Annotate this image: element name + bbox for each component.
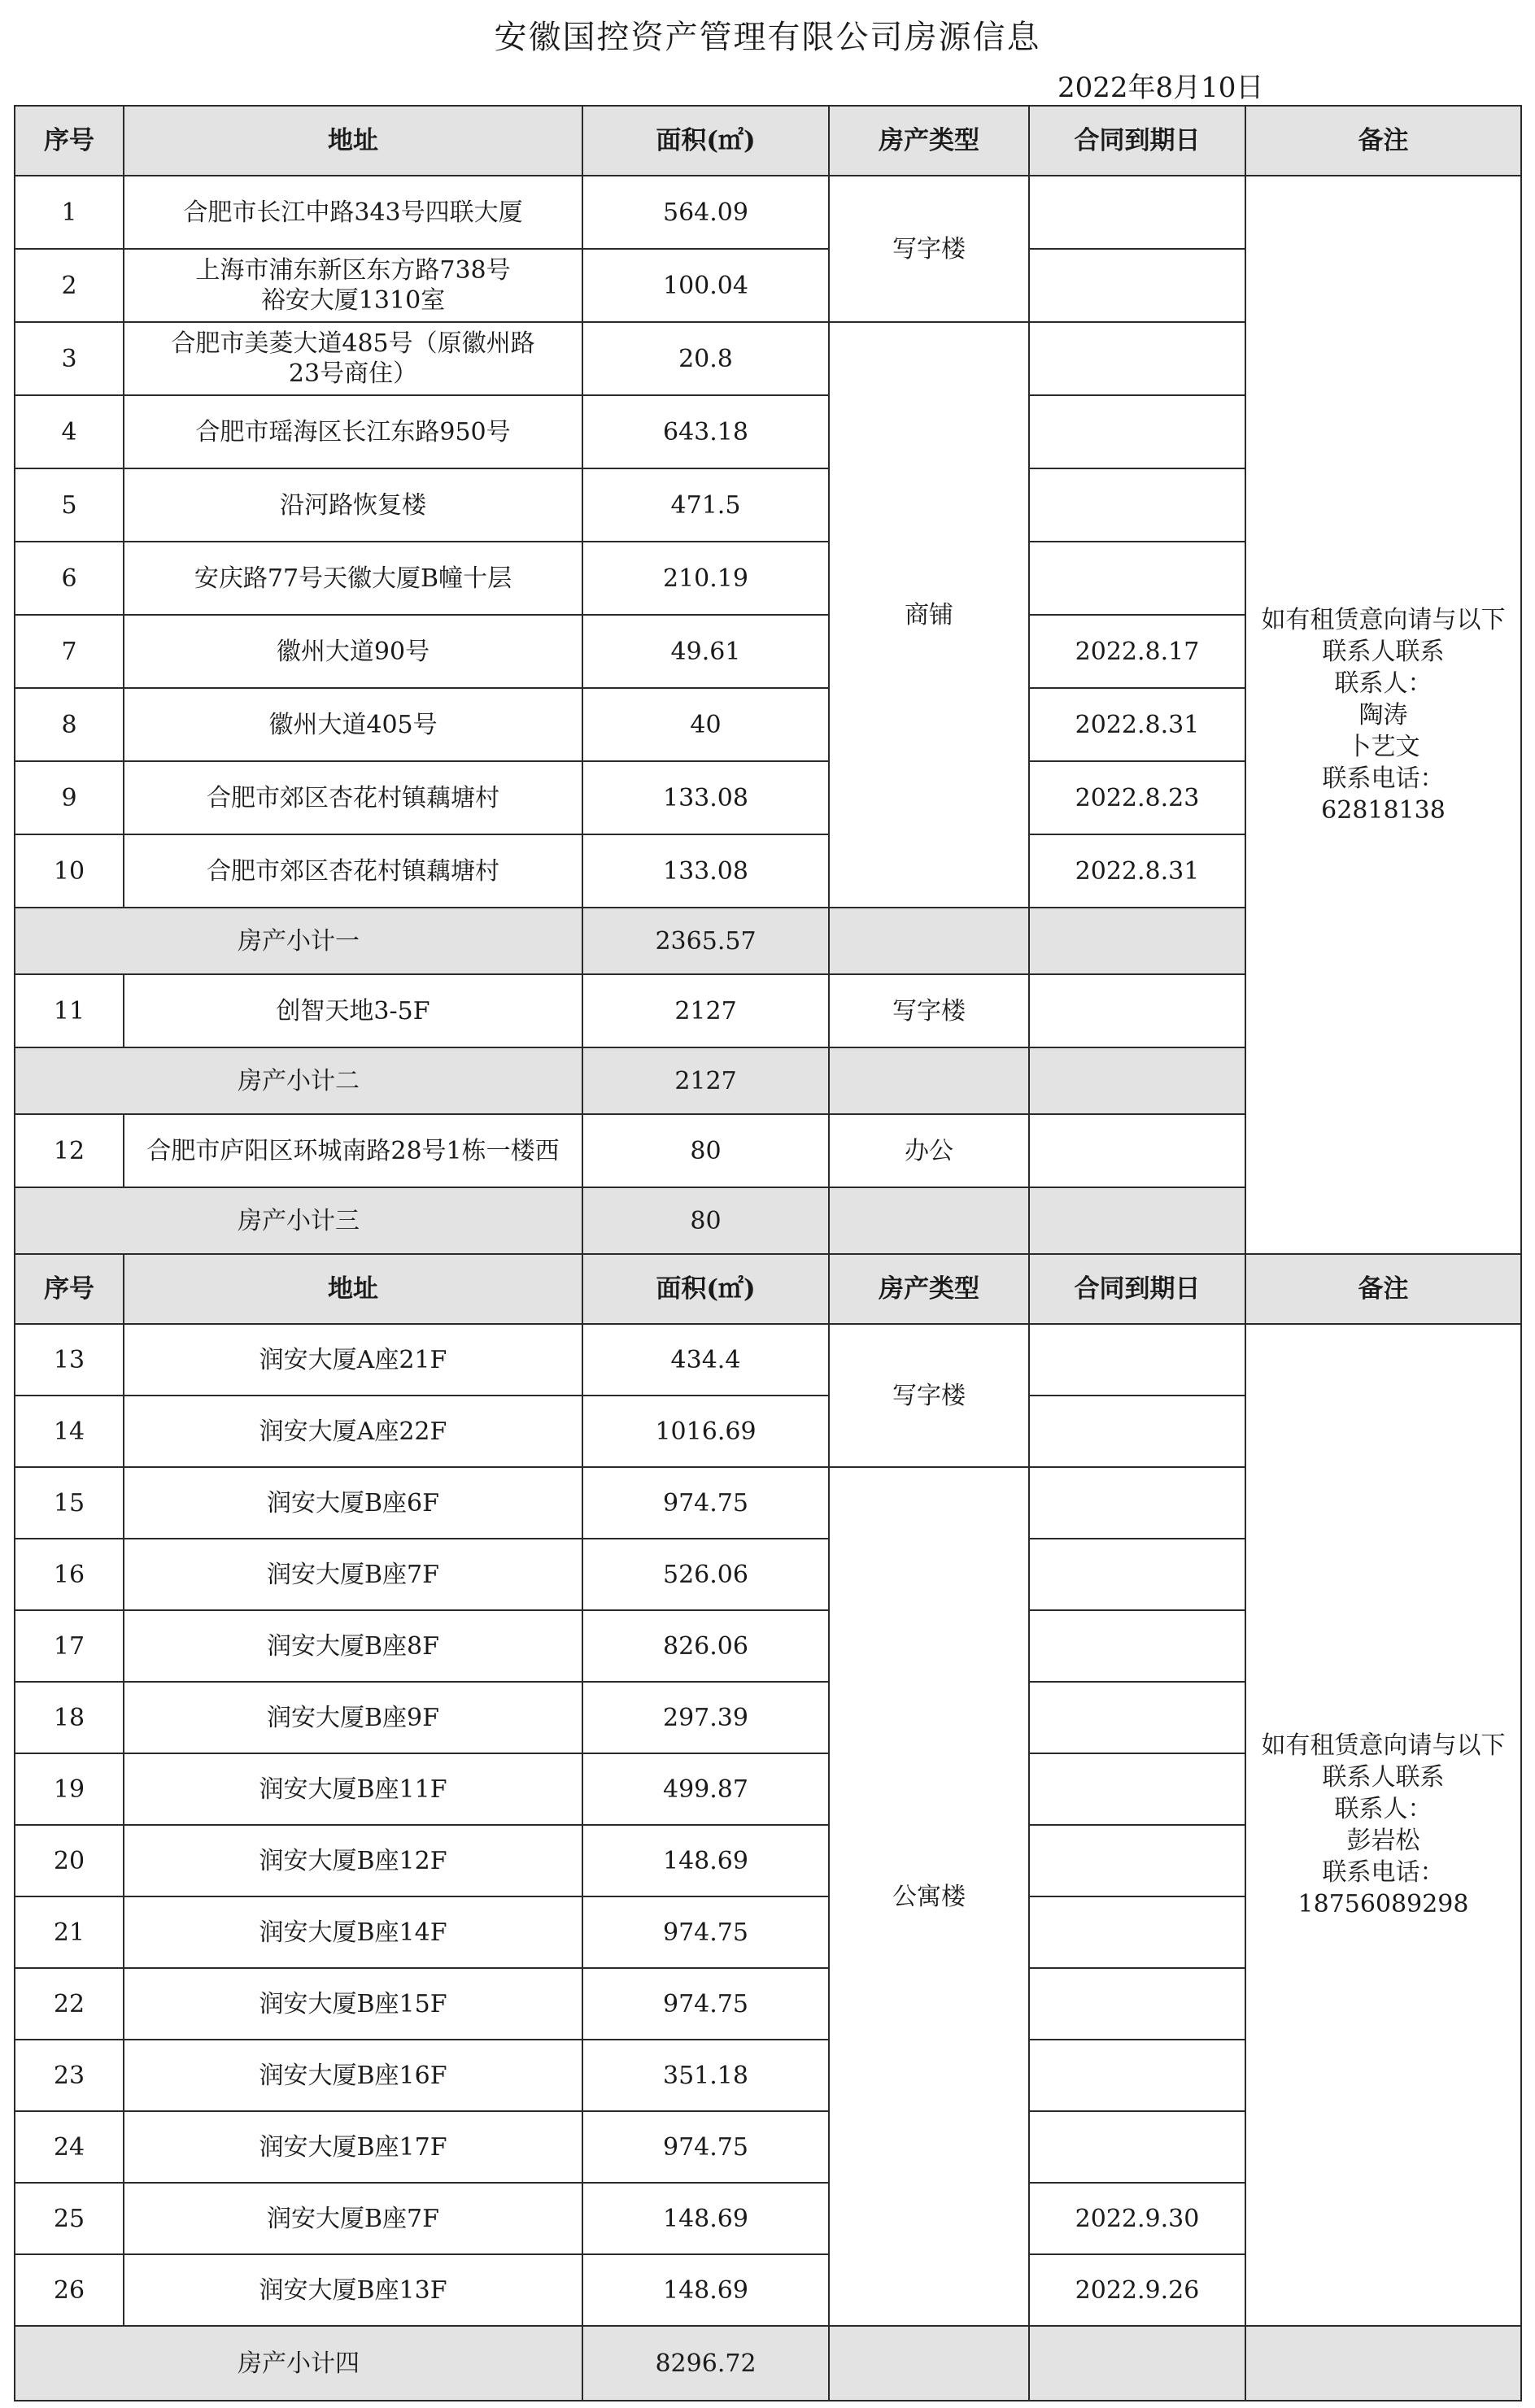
- row-address: 合肥市美菱大道485号（原徽州路 23号商住）: [124, 322, 582, 395]
- property-table: [14, 105, 1522, 2401]
- row-due: [1029, 322, 1245, 395]
- row-no: 10: [15, 834, 124, 908]
- row-due: 2022.8.23: [1029, 761, 1245, 834]
- row-no: 7: [15, 615, 124, 688]
- row-address: 徽州大道405号: [124, 688, 582, 761]
- row-due: 2022.9.30: [1029, 2183, 1245, 2254]
- row-no: 3: [15, 322, 124, 395]
- row-address: 润安大厦B座7F: [124, 1539, 582, 1610]
- row-area: 351.18: [582, 2040, 829, 2111]
- header-area: 面积(㎡): [582, 1254, 829, 1324]
- header-note: 备注: [1245, 106, 1521, 176]
- subtotal-label: 房产小计四: [15, 2326, 582, 2401]
- row-address: 润安大厦B座17F: [124, 2111, 582, 2183]
- row-type: 写字楼: [829, 176, 1029, 322]
- row-area: 100.04: [582, 249, 829, 322]
- row-area: 40: [582, 688, 829, 761]
- row-no: 1: [15, 176, 124, 249]
- row-address: 润安大厦B座15F: [124, 1968, 582, 2040]
- row-no: 9: [15, 761, 124, 834]
- row-address: 合肥市郊区杏花村镇藕塘村: [124, 834, 582, 908]
- row-type: 公寓楼: [829, 1467, 1029, 2326]
- header-type: 房产类型: [829, 106, 1029, 176]
- row-area: 974.75: [582, 1467, 829, 1539]
- row-type: 写字楼: [829, 974, 1029, 1047]
- row-due: [1029, 468, 1245, 542]
- row-area: 210.19: [582, 542, 829, 615]
- report-date: 2022年8月10日: [1057, 72, 1264, 104]
- row-area: 297.39: [582, 1682, 829, 1753]
- row-area: 499.87: [582, 1753, 829, 1825]
- row-no: 21: [15, 1896, 124, 1968]
- subtotal-type-empty: [829, 908, 1029, 974]
- subtotal-value: 2127: [582, 1047, 829, 1114]
- row-no: 19: [15, 1753, 124, 1825]
- row-address: 润安大厦B座16F: [124, 2040, 582, 2111]
- row-area: 526.06: [582, 1539, 829, 1610]
- subtotal-due-empty: [1029, 1187, 1245, 1254]
- row-no: 4: [15, 395, 124, 468]
- row-no: 12: [15, 1114, 124, 1187]
- contact-note: 如有租赁意向请与以下 联系人联系 联系人： 陶涛 卜艺文 联系电话： 62818138: [1245, 176, 1521, 1254]
- row-due: [1029, 1114, 1245, 1187]
- row-type: 写字楼: [829, 1324, 1029, 1467]
- row-area: 148.69: [582, 2254, 829, 2326]
- subtotal-type-empty: [829, 1047, 1029, 1114]
- subtotal-label: 房产小计一: [15, 908, 582, 974]
- row-type: 办公: [829, 1114, 1029, 1187]
- row-address: 合肥市郊区杏花村镇藕塘村: [124, 761, 582, 834]
- row-no: 14: [15, 1396, 124, 1467]
- header-address: 地址: [124, 1254, 582, 1324]
- row-due: [1029, 2111, 1245, 2183]
- row-due: [1029, 1968, 1245, 2040]
- header-address: 地址: [124, 106, 582, 176]
- header-area: 面积(㎡): [582, 106, 829, 176]
- table-row: [15, 1324, 1521, 1396]
- row-no: 25: [15, 2183, 124, 2254]
- row-no: 23: [15, 2040, 124, 2111]
- row-due: [1029, 176, 1245, 249]
- row-area: 133.08: [582, 761, 829, 834]
- header-row: [15, 106, 1521, 176]
- row-area: 1016.69: [582, 1396, 829, 1467]
- row-area: 974.75: [582, 2111, 829, 2183]
- row-address: 上海市浦东新区东方路738号 裕安大厦1310室: [124, 249, 582, 322]
- row-no: 15: [15, 1467, 124, 1539]
- page-title: 安徽国控资产管理有限公司房源信息: [494, 19, 1041, 56]
- subtotal-note-empty: [1245, 2326, 1521, 2401]
- row-area: 974.75: [582, 1968, 829, 2040]
- row-address: 润安大厦B座6F: [124, 1467, 582, 1539]
- contact-note: 如有租赁意向请与以下 联系人联系 联系人： 彭岩松 联系电话： 18756089298: [1245, 1324, 1521, 2326]
- header-due: 合同到期日: [1029, 1254, 1245, 1324]
- row-no: 22: [15, 1968, 124, 2040]
- row-address: 徽州大道90号: [124, 615, 582, 688]
- header-no: 序号: [15, 106, 124, 176]
- subtotal-value: 8296.72: [582, 2326, 829, 2401]
- table-row: [15, 176, 1521, 249]
- row-due: [1029, 1825, 1245, 1896]
- row-address: 润安大厦B座9F: [124, 1682, 582, 1753]
- row-due: [1029, 1539, 1245, 1610]
- row-no: 13: [15, 1324, 124, 1396]
- row-due: 2022.8.31: [1029, 834, 1245, 908]
- row-address: 创智天地3-5F: [124, 974, 582, 1047]
- row-no: 18: [15, 1682, 124, 1753]
- row-address: 润安大厦B座7F: [124, 2183, 582, 2254]
- row-no: 6: [15, 542, 124, 615]
- row-address: 润安大厦A座21F: [124, 1324, 582, 1396]
- row-area: 434.4: [582, 1324, 829, 1396]
- row-area: 49.61: [582, 615, 829, 688]
- row-area: 471.5: [582, 468, 829, 542]
- row-due: [1029, 1324, 1245, 1396]
- subtotal-label: 房产小计三: [15, 1187, 582, 1254]
- row-no: 24: [15, 2111, 124, 2183]
- header-row: [15, 1254, 1521, 1324]
- header-due: 合同到期日: [1029, 106, 1245, 176]
- row-no: 8: [15, 688, 124, 761]
- subtotal-type-empty: [829, 2326, 1029, 2401]
- row-area: 133.08: [582, 834, 829, 908]
- row-address: 润安大厦B座13F: [124, 2254, 582, 2326]
- row-area: 974.75: [582, 1896, 829, 1968]
- header-type: 房产类型: [829, 1254, 1029, 1324]
- row-address: 安庆路77号天徽大厦B幢十层: [124, 542, 582, 615]
- row-due: [1029, 395, 1245, 468]
- row-address: 沿河路恢复楼: [124, 468, 582, 542]
- subtotal-value: 2365.57: [582, 908, 829, 974]
- row-due: [1029, 2040, 1245, 2111]
- row-no: 17: [15, 1610, 124, 1682]
- row-area: 80: [582, 1114, 829, 1187]
- row-area: 564.09: [582, 176, 829, 249]
- header-no: 序号: [15, 1254, 124, 1324]
- row-address: 合肥市瑶海区长江东路950号: [124, 395, 582, 468]
- row-area: 20.8: [582, 322, 829, 395]
- row-no: 11: [15, 974, 124, 1047]
- row-due: [1029, 1753, 1245, 1825]
- row-address: 润安大厦B座14F: [124, 1896, 582, 1968]
- subtotal-due-empty: [1029, 1047, 1245, 1114]
- row-type: 商铺: [829, 322, 1029, 908]
- row-no: 2: [15, 249, 124, 322]
- subtotal-type-empty: [829, 1187, 1029, 1254]
- row-due: [1029, 974, 1245, 1047]
- row-no: 26: [15, 2254, 124, 2326]
- row-due: [1029, 1896, 1245, 1968]
- row-area: 643.18: [582, 395, 829, 468]
- row-address: 合肥市长江中路343号四联大厦: [124, 176, 582, 249]
- row-no: 20: [15, 1825, 124, 1896]
- row-area: 826.06: [582, 1610, 829, 1682]
- row-area: 148.69: [582, 2183, 829, 2254]
- row-address: 润安大厦B座8F: [124, 1610, 582, 1682]
- subtotal-due-empty: [1029, 908, 1245, 974]
- subtotal-due-empty: [1029, 2326, 1245, 2401]
- row-address: 合肥市庐阳区环城南路28号1栋一楼西: [124, 1114, 582, 1187]
- subtotal-label: 房产小计二: [15, 1047, 582, 1114]
- row-due: 2022.8.31: [1029, 688, 1245, 761]
- row-due: [1029, 542, 1245, 615]
- row-due: [1029, 249, 1245, 322]
- row-due: [1029, 1610, 1245, 1682]
- row-due: 2022.8.17: [1029, 615, 1245, 688]
- header-note: 备注: [1245, 1254, 1521, 1324]
- row-no: 16: [15, 1539, 124, 1610]
- subtotal-value: 80: [582, 1187, 829, 1254]
- row-no: 5: [15, 468, 124, 542]
- row-address: 润安大厦A座22F: [124, 1396, 582, 1467]
- row-due: [1029, 1682, 1245, 1753]
- row-due: [1029, 1467, 1245, 1539]
- row-due: 2022.9.26: [1029, 2254, 1245, 2326]
- row-address: 润安大厦B座11F: [124, 1753, 582, 1825]
- subtotal-row: [15, 2326, 1521, 2401]
- row-area: 148.69: [582, 1825, 829, 1896]
- row-due: [1029, 1396, 1245, 1467]
- row-address: 润安大厦B座12F: [124, 1825, 582, 1896]
- row-area: 2127: [582, 974, 829, 1047]
